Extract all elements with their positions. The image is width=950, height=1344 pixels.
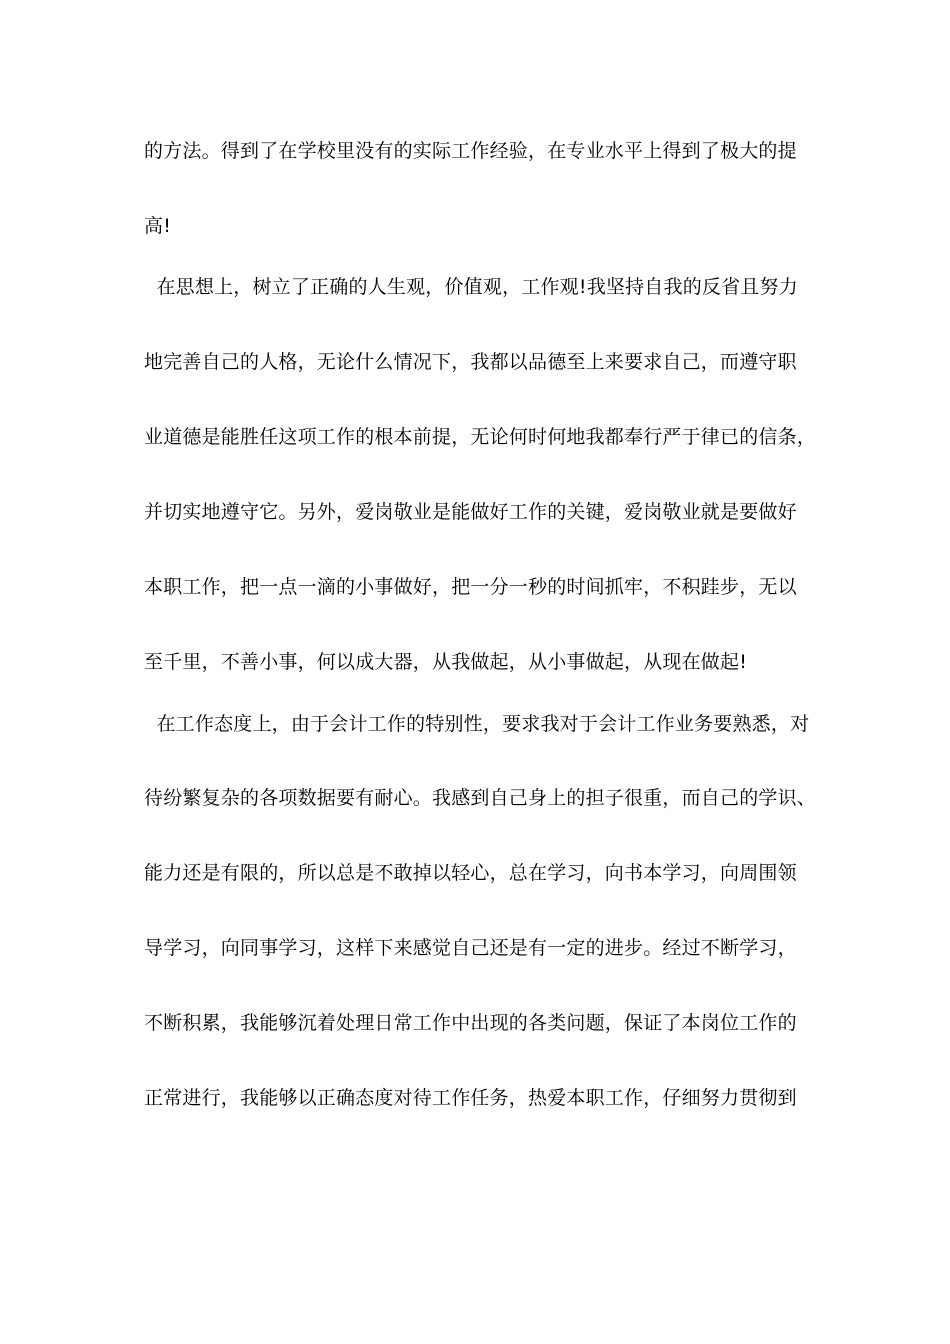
text-line: 正常进行，我能够以正确态度对待工作任务，热爱本职工作，仔细努力贯彻到 [144, 1087, 797, 1109]
text-line: 能力还是有限的，所以总是不敢掉以轻心，总在学习，向书本学习，向周围领 [144, 862, 797, 884]
paragraph-first-line: 在工作态度上，由于会计工作的特别性，要求我对于会计工作业务要熟悉，对 [144, 713, 810, 735]
text-line: 高! [144, 215, 172, 237]
text-line: 本职工作，把一点一滴的小事做好，把一分一秒的时间抓牢，不积跬步，无以 [144, 576, 797, 598]
text-line: 不断积累，我能够沉着处理日常工作中出现的各类问题，保证了本岗位工作的 [144, 1012, 797, 1034]
text-line: 业道德是能胜任这项工作的根本前提，无论何时何地我都奉行严于律已的信条， [144, 426, 817, 448]
text-line: 的方法。得到了在学校里没有的实际工作经验，在专业水平上得到了极大的提 [144, 140, 797, 162]
text-line: 地完善自己的人格，无论什么情况下，我都以品德至上来要求自己，而遵守职 [144, 351, 797, 373]
text-line: 至千里，不善小事，何以成大器，从我做起，从小事做起，从现在做起! [144, 651, 748, 673]
text-line: 并切实地遵守它。另外，爱岗敬业是能做好工作的关键，爱岗敬业就是要做好 [144, 501, 797, 523]
paragraph-first-line: 在思想上，树立了正确的人生观，价值观，工作观!我坚持自我的反省且努力 [144, 276, 798, 298]
text-line: 导学习，向同事学习，这样下来感觉自己还是有一定的进步。经过不断学习， [144, 937, 797, 959]
text-line: 待纷繁复杂的各项数据要有耐心。我感到自己身上的担子很重，而自己的学识、 [144, 787, 817, 809]
